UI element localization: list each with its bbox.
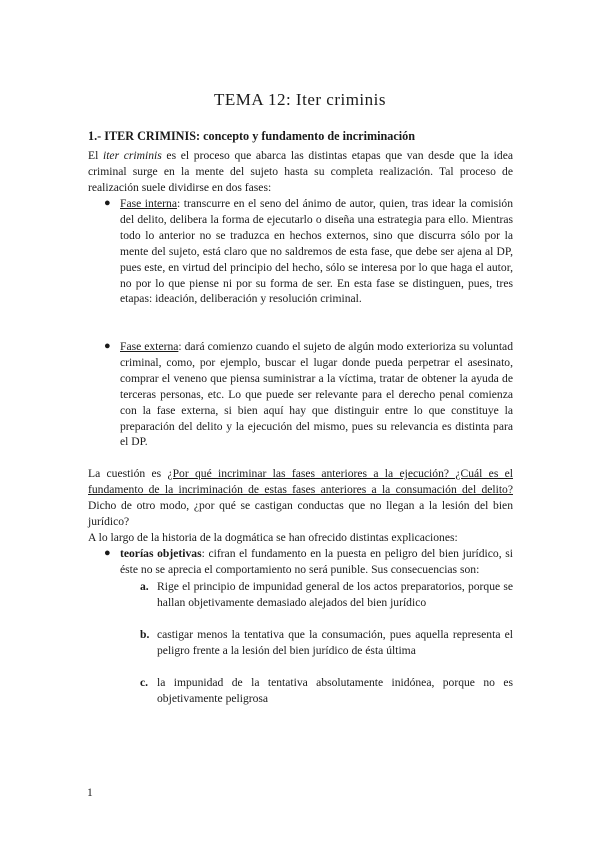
bullet-icon: ● bbox=[104, 547, 111, 559]
consequence-item: castigar menos la tentativa que la consumación, pues aquella representa el peligro frente a la lesión del bien jurídico de ésta última bbox=[157, 628, 513, 657]
phase-external bbox=[120, 339, 513, 450]
history-line: A lo largo de la historia de la dogmática se han ofrecido distintas explicaciones: bbox=[88, 531, 458, 544]
bullet-icon: ● bbox=[104, 340, 111, 352]
phase-external-label: Fase externa bbox=[120, 340, 179, 353]
phase-internal bbox=[120, 196, 513, 307]
consequence-item: Rige el principio de impunidad general de los actos preparatorios, porque se hallan objetivamente demasiado alejados del bien jurídico bbox=[157, 580, 513, 609]
phase-internal-label: Fase interna bbox=[120, 197, 177, 210]
question-lead: La cuestión es bbox=[88, 467, 168, 480]
phase-internal-text: : transcurre en el seno del ánimo de autor, quien, tras idear la comisión del delito, delibera la forma de ejecutarlo o diseña una estrategia para ello. Mientras todo lo anterior no se traduzca en hechos externos, sino que discurra sólo por la mente del sujeto, está claro que no saldremos de esta fase, que debe ser ajena al DP, pues este, en virtud del principio del hecho, sólo se interesa por lo que haga el autor, no por lo que piense ni por su forma de ser. En esta fase se distinguen, pues, tres etapas: ideación, deliberación y resolución criminal. bbox=[120, 197, 514, 306]
list-letter: a. bbox=[140, 580, 149, 593]
theory-objective bbox=[120, 546, 513, 578]
bullet-icon: ● bbox=[104, 197, 111, 209]
question-paragraph bbox=[88, 466, 513, 530]
intro-rest: es el proceso que abarca las distintas etapas que van desde que la idea criminal surge en la mente del sujeto hasta su completa realización. Tal proceso de realización suele dividirse en dos fases: bbox=[88, 149, 513, 194]
section-heading: 1.- ITER CRIMINIS: concepto y fundamento de incriminación bbox=[88, 129, 416, 143]
consequence-item: la impunidad de la tentativa absolutamente inidónea, porque no es objetivamente peligrosa bbox=[157, 676, 513, 705]
list-letter: c. bbox=[140, 676, 149, 689]
theory-objective-label: teorías objetivas bbox=[120, 547, 202, 560]
intro-term: iter criminis bbox=[102, 149, 162, 162]
phase-external-text: : dará comienzo cuando el sujeto de algún modo exterioriza su voluntad criminal, como, por ejemplo, buscar el lugar donde pueda perpetrar el asesinato, comprar el veneno que piensa suministrar a la víctima, tratar de obtener la ayuda de terceras personas, etc. Lo que puede ser relevante para el derecho penal comienza con la fase externa, si bien aquí hay que distinguir entre lo que constituye la preparación del delito y la ejecución del mismo, pues su relevancia es distinta para el DP. bbox=[120, 340, 513, 449]
intro-paragraph bbox=[88, 148, 513, 196]
question-underlined: ¿Por qué incriminar las fases anteriores a la ejecución? ¿Cuál es el fundamento de la incriminación de estas fases anteriores a la consumación del delito? bbox=[88, 467, 514, 496]
list-letter: b. bbox=[140, 628, 150, 641]
intro-lead: El bbox=[88, 149, 103, 162]
page-number: 1 bbox=[87, 786, 93, 799]
document-title: TEMA 12: Iter criminis bbox=[213, 90, 386, 109]
theory-objective-text: : cifran el fundamento en la puesta en peligro del bien jurídico, si éste no se aprecia el comportamiento no será punible. Sus consecuencias son: bbox=[120, 547, 513, 576]
question-rest: Dicho de otro modo, ¿por qué se castigan conductas que no llegan a la lesión del bien jurídico? bbox=[88, 498, 513, 528]
